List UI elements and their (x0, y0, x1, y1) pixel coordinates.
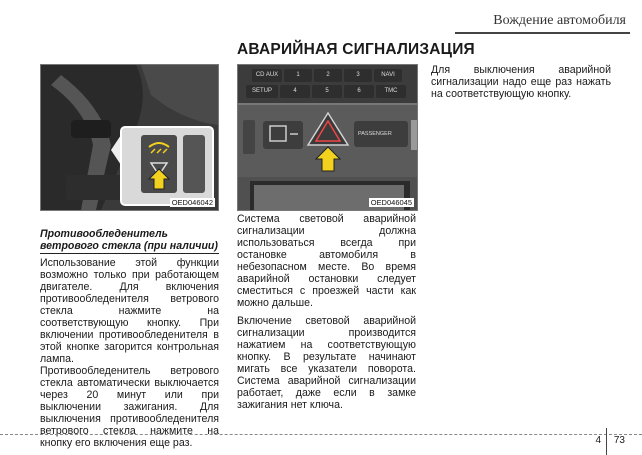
hazard-paragraph-2: Включение световой аварийной сигнализации производится нажатием на соответствующую кнопку. В результате начинают мигать все указатели поворота. Система аварийной сигнализации работает, даже если в замке зажигания нет ключа. (237, 315, 416, 411)
console-button: 6 (344, 85, 374, 98)
hazard-paragraph-1: Система световой аварийной сигнализации должна использоваться всегда при остановке автомобиля в небезопасном месте. Во время аварийной остановки следует сместиться с проезжей части как можно дальше. (237, 213, 416, 309)
running-header: Вождение автомобиля (493, 13, 626, 28)
page-number: 73 (613, 435, 625, 446)
console-button: 5 (312, 85, 342, 98)
deicer-paragraph-1: Использование этой функции возможно только при работающем двигателе. Для включения противообледенителя ветрового стекла нажмите на соответствующую кнопку. При включении противообледенителя в этой кнопке загорится контрольная лампа. (40, 257, 219, 365)
right-column (431, 64, 611, 106)
console-button: 1 (284, 69, 312, 82)
footer-rule (0, 434, 642, 435)
console-button: NAVI (374, 69, 402, 82)
subheading-rule (40, 253, 219, 254)
passenger-airbag-label: PASSENGER (358, 131, 392, 137)
console-buttons-row-1 (252, 69, 402, 82)
hazard-off-paragraph: Для выключения аварийной сигнализации надо еще раз нажать на соответствующую кнопку. (431, 64, 611, 100)
section-title: АВАРИЙНАЯ СИГНАЛИЗАЦИЯ (237, 41, 475, 58)
deicer-illustration (41, 65, 218, 210)
console-button: 3 (344, 69, 372, 82)
deicer-button-figure (40, 64, 219, 211)
middle-column (237, 213, 416, 417)
chapter-number: 4 (595, 435, 601, 446)
deicer-subheading: Противообледенитель ветрового стекла (при наличии) (40, 228, 218, 252)
figure-code: OED046045 (370, 198, 412, 207)
console-button: 2 (314, 69, 342, 82)
left-column (40, 228, 219, 455)
console-button: SETUP (246, 85, 278, 98)
hazard-button-figure (237, 64, 418, 211)
console-button: 4 (280, 85, 310, 98)
header-rule (455, 32, 630, 34)
console-buttons-row-2 (246, 85, 406, 98)
console-button: TMC (376, 85, 406, 98)
figure-code: OED046042 (171, 198, 213, 207)
deicer-paragraph-2: Противообледенитель ветрового стекла автоматически выключается через 20 минут или при выключении зажигания. Для выключения противообледенителя ветрового стекла нажмите на кнопку его включения еще раз. (40, 365, 219, 449)
console-button: CD AUX (252, 69, 282, 82)
footer-divider (606, 428, 607, 455)
